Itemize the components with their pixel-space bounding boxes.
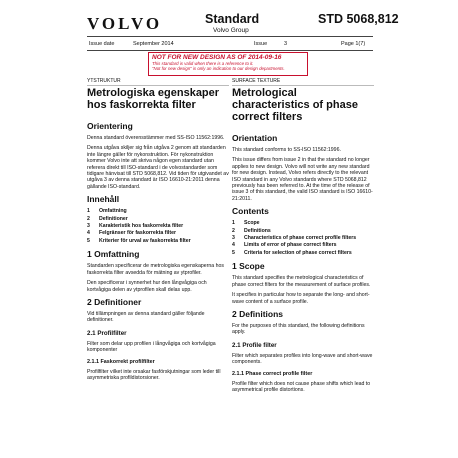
section-2-1-paragraph: Filter som delar upp profilen i långvågiga och kortvågiga komponenter (87, 340, 216, 354)
standard-number: STD 5068,812 (318, 12, 399, 26)
issue-number: 3 (284, 41, 288, 47)
header-rule-top (87, 36, 373, 37)
contents-heading: Innehåll (87, 194, 120, 205)
toc-title: Kriterier för urval av faskorrekta filter (99, 237, 191, 244)
document-title: Metrologiska egenskaper hos faskorrekta filter (87, 87, 220, 111)
toc-item (87, 223, 229, 230)
toc-title: Scope (244, 220, 260, 227)
toc-number: 3 (87, 223, 90, 230)
section-2-1-1-heading: 2.1.1 Faskorrekt profilfilter (87, 358, 155, 365)
issue-date-label: Issue date (89, 41, 115, 47)
section-1-heading: 1 Omfattning (87, 249, 140, 260)
toc-title: Karakteristik hos faskorrekta filter (99, 223, 184, 230)
toc-number: 4 (87, 230, 90, 237)
notice-line-1: This standard is valid when there is a reference to it. (152, 61, 254, 66)
orientation-paragraph-2: This issue differs from issue 2 in that the standard no longer applies to new design. Volvo will not write any new standard for new design. Instead, Volvo refers directly to the relevant ISO standard in any Volvo standards where STD 5068,812 previously has been referred to. At the time of the release of issue 3 of this standard, the valid ISO standard is ISO 16610-21:2011. (232, 157, 373, 202)
swedish-column (87, 78, 229, 381)
toc-title: Criteria for selection of phase correct filters (244, 249, 352, 256)
section-2-1-1-paragraph: Profilfilter vilket inte orsakar fasförskjutningar som leder till asymmetriska profildistorsioner. (87, 368, 221, 381)
toc-item (232, 250, 374, 257)
orientation-heading: Orientering (87, 121, 133, 131)
section-2-1-1-heading: 2.1.1 Phase correct profile filter (232, 370, 313, 377)
section-1-paragraph-1: Standarden specificerar de metrologiska egenskaperna hos faskorrekta filter avsedda för mätning av ytprofiler. (87, 263, 224, 276)
toc-number: 1 (87, 208, 90, 215)
not-for-new-design-notice (148, 52, 308, 76)
toc-number: 3 (232, 235, 235, 242)
orientation-paragraph-1: This standard conforms to SS-ISO 11562:1996. (232, 147, 341, 153)
section-2-paragraph: Vid tillämpningen av denna standard gäller följande definitioner. (87, 310, 205, 324)
toc-item (232, 242, 374, 249)
page-number: Page 1(7) (341, 41, 366, 47)
toc-number: 5 (87, 237, 90, 244)
toc-item (232, 235, 374, 242)
section-1-paragraph-2: Den specificerar i synnerhet hur den långvågiga och kortvågiga delen av ytprofilen skall delas upp. (87, 280, 207, 293)
toc-number: 5 (232, 249, 235, 256)
toc-title: Characteristics of phase correct profile filters (244, 235, 357, 242)
header-rule-bottom (87, 50, 373, 51)
toc-item (87, 238, 229, 245)
organization-name: Volvo Group (213, 27, 249, 34)
notice-line-2: "Not for new design" is only an indication to our design departments. (152, 66, 285, 72)
category-rule (232, 85, 374, 86)
toc-title: Limits of error of phase correct filters (244, 242, 337, 249)
category-label: SURFACE TEXTURE (232, 78, 281, 84)
document-title: Metrological characteristics of phase correct filters (232, 87, 358, 123)
volvo-logo: VOLVO (87, 14, 163, 33)
section-1-heading: 1 Scope (232, 261, 265, 272)
issue-date: September 2014 (133, 41, 174, 47)
orientation-paragraph-1: Denna standard överensstämmer med SS-ISO 11562:1996. (87, 135, 225, 141)
toc-title: Definitions (244, 227, 271, 234)
toc-item (232, 220, 374, 227)
toc-item (87, 230, 229, 237)
table-of-contents (87, 208, 229, 245)
orientation-heading: Orientation (232, 133, 278, 143)
toc-item (232, 228, 374, 235)
toc-number: 2 (87, 215, 90, 222)
section-2-1-heading: 2.1 Profile filter (232, 341, 277, 349)
issue-label: Issue (254, 41, 268, 47)
contents-heading: Contents (232, 206, 269, 217)
toc-item (87, 216, 229, 223)
section-2-heading: 2 Definitions (232, 308, 284, 319)
section-2-1-paragraph: Filter which separates profiles into long-wave and short-wave components. (232, 352, 373, 366)
section-2-heading: 2 Definitioner (87, 296, 142, 307)
section-1-paragraph-1: This standard specifies the metrological characteristics of phase correct filters for the measurement of surface profiles. (232, 275, 371, 288)
toc-item (87, 208, 229, 215)
toc-title: Definitioner (99, 215, 128, 222)
section-2-1-heading: 2.1 Profilfilter (87, 329, 127, 337)
document-type: Standard (205, 12, 260, 26)
toc-number: 1 (232, 220, 235, 227)
orientation-paragraph-2: Denna utgåva skiljer sig från utgåva 2 genom att standarden inte längre gäller för nykonstruktion. För nykonstruktion kommer Volvo inte att skriva någon egen standard utan referera direkt till ISO-standard i de volvostandarder som tidigare hänvisat till STD 5068,812. Vid tiden för utgivandet av utgåva 3 av denna standard är ISO 16610-21:2011 denna gällande ISO-standard. (87, 145, 229, 190)
table-of-contents (232, 220, 374, 257)
toc-number: 4 (232, 242, 235, 249)
toc-title: Omfattning (99, 208, 127, 215)
section-2-1-1-paragraph: Profile filter which does not cause phase shifts which lead to asymmetrical profile distortions. (232, 380, 371, 393)
section-1-paragraph-2: It specifies in particular how to separate the long- and short-wave content of a surface profile. (232, 292, 370, 305)
category-rule (87, 85, 229, 86)
toc-number: 2 (232, 227, 235, 234)
notice-title: NOT FOR NEW DESIGN AS OF 2014-09-16 (152, 54, 282, 61)
english-column (232, 78, 374, 393)
category-label: YTSTRUKTUR (87, 78, 121, 84)
section-2-paragraph: For the purposes of this standard, the following definitions apply. (232, 322, 365, 336)
toc-title: Felgränser för faskorrekta filter (99, 230, 176, 237)
